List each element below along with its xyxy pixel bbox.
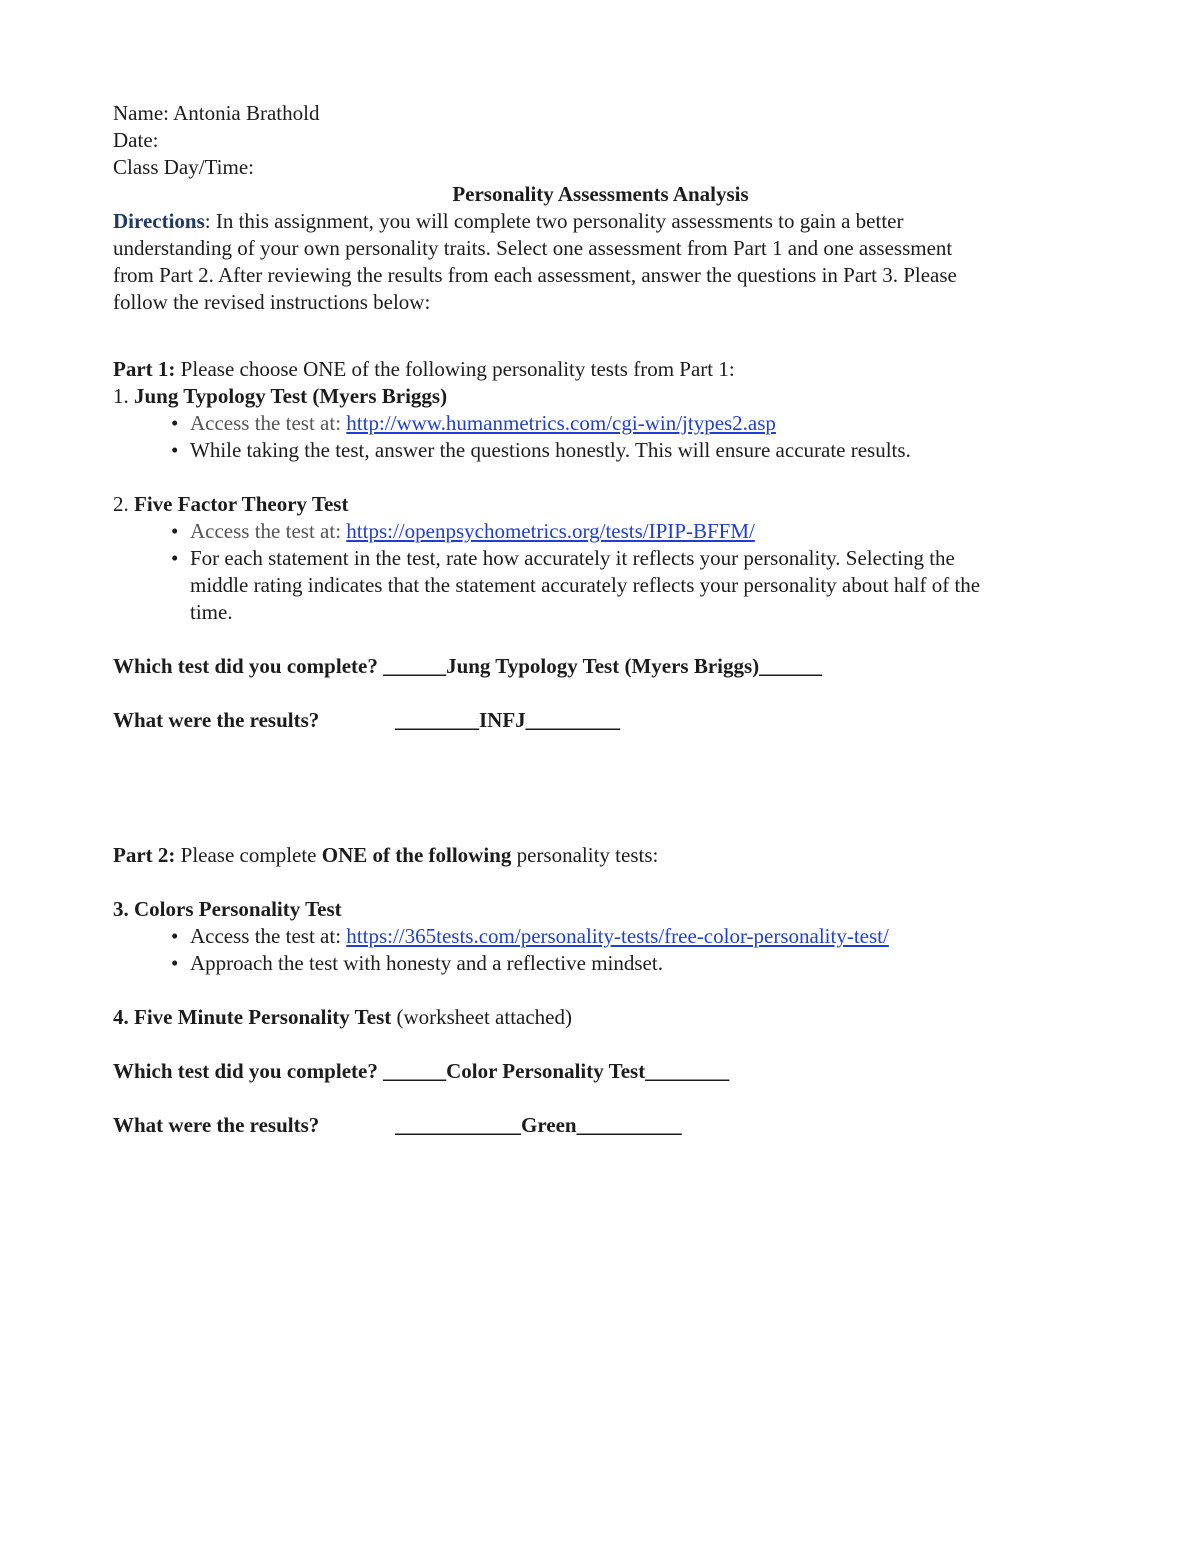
part2-question-results (113, 1112, 1088, 1139)
directions-line-4: follow the revised instructions below: (113, 290, 431, 314)
question-label: What were the results? (113, 1113, 320, 1137)
test2-number: 2. (113, 492, 134, 516)
part2-label: Part 2: (113, 843, 176, 867)
test2-heading (113, 491, 1088, 518)
test1-heading (113, 383, 1088, 410)
bullet-icon: • (171, 951, 179, 975)
bullet-icon: • (171, 924, 179, 948)
part1-question-results (113, 707, 1088, 734)
bullet-icon: • (171, 546, 179, 570)
class-field: Class Day/Time: (113, 155, 254, 179)
part2-heading (113, 842, 1088, 869)
test3-access-label: Access the test at: (190, 924, 347, 948)
part1-text: Please choose ONE of the following personality tests from Part 1: (175, 357, 735, 381)
part2-text-b: ONE of the following (321, 843, 512, 867)
document-page (113, 100, 1088, 1139)
part1-label: Part 1: (113, 357, 176, 381)
test3-instruction: Approach the test with honesty and a reflective mindset. (190, 951, 663, 975)
test1-link[interactable]: http://www.humanmetrics.com/cgi-win/jtypes2.asp (346, 411, 776, 435)
test2-bullet-2 (113, 545, 1088, 572)
part2-text-c: personality tests: (511, 843, 659, 867)
test3-bullet-2 (113, 950, 1088, 977)
test3-bullet-1 (113, 923, 1088, 950)
test2-bullet-2-end: time. (190, 600, 233, 624)
part2-question-test (113, 1058, 1088, 1085)
test2-access-label: Access the test at: (190, 519, 347, 543)
test2-name: Five Factor Theory Test (134, 492, 349, 516)
bullet-icon: • (171, 411, 179, 435)
test1-bullet-2 (113, 437, 1088, 464)
test1-name: Jung Typology Test (Myers Briggs) (134, 384, 448, 408)
test4-name: 4. Five Minute Personality Test (113, 1005, 392, 1029)
document-title: Personality Assessments Analysis (452, 182, 749, 206)
part1-heading (113, 356, 1088, 383)
test3-link[interactable]: https://365tests.com/personality-tests/free-color-personality-test/ (346, 924, 889, 948)
test2-bullet-1 (113, 518, 1088, 545)
bullet-icon: • (171, 519, 179, 543)
test1-instruction: While taking the test, answer the questions honestly. This will ensure accurate results. (190, 438, 911, 462)
directions-line-2: understanding of your own personality traits. Select one assessment from Part 1 and one assessment (113, 236, 953, 260)
test1-bullet-1 (113, 410, 1088, 437)
part2-text-a: Please complete (175, 843, 322, 867)
test4-note: (worksheet attached) (391, 1005, 572, 1029)
question-label: Which test did you complete? (113, 654, 378, 678)
date-field: Date: (113, 128, 159, 152)
test2-instruction-1: For each statement in the test, rate how accurately it reflects your personality. Selecting the (190, 546, 955, 570)
question-label: What were the results? (113, 708, 320, 732)
answer-value: ______Color Personality Test________ (383, 1059, 730, 1083)
directions-line-3: from Part 2. After reviewing the results from each assessment, answer the questions in Part 3. Please (113, 263, 957, 287)
answer-value: ______Jung Typology Test (Myers Briggs)______ (383, 654, 823, 678)
directions-text-1: : In this assignment, you will complete two personality assessments to gain a better (204, 209, 904, 233)
directions-line-1 (113, 208, 1088, 235)
answer-value: ________INFJ_________ (395, 708, 621, 732)
name-field: Name: Antonia Brathold (113, 101, 320, 125)
test1-number: 1. (113, 384, 134, 408)
bullet-icon: • (171, 438, 179, 462)
directions-label: Directions (113, 209, 205, 233)
part1-question-test (113, 653, 1088, 680)
test2-link[interactable]: https://openpsychometrics.org/tests/IPIP-BFFM/ (346, 519, 755, 543)
answer-value: ____________Green__________ (395, 1113, 682, 1137)
test2-bullet-2-cont: middle rating indicates that the statement accurately reflects your personality about half of the (190, 573, 981, 597)
test4-heading (113, 1004, 1088, 1031)
test3-heading: 3. Colors Personality Test (113, 897, 342, 921)
test1-access-label: Access the test at: (190, 411, 347, 435)
question-label: Which test did you complete? (113, 1059, 378, 1083)
